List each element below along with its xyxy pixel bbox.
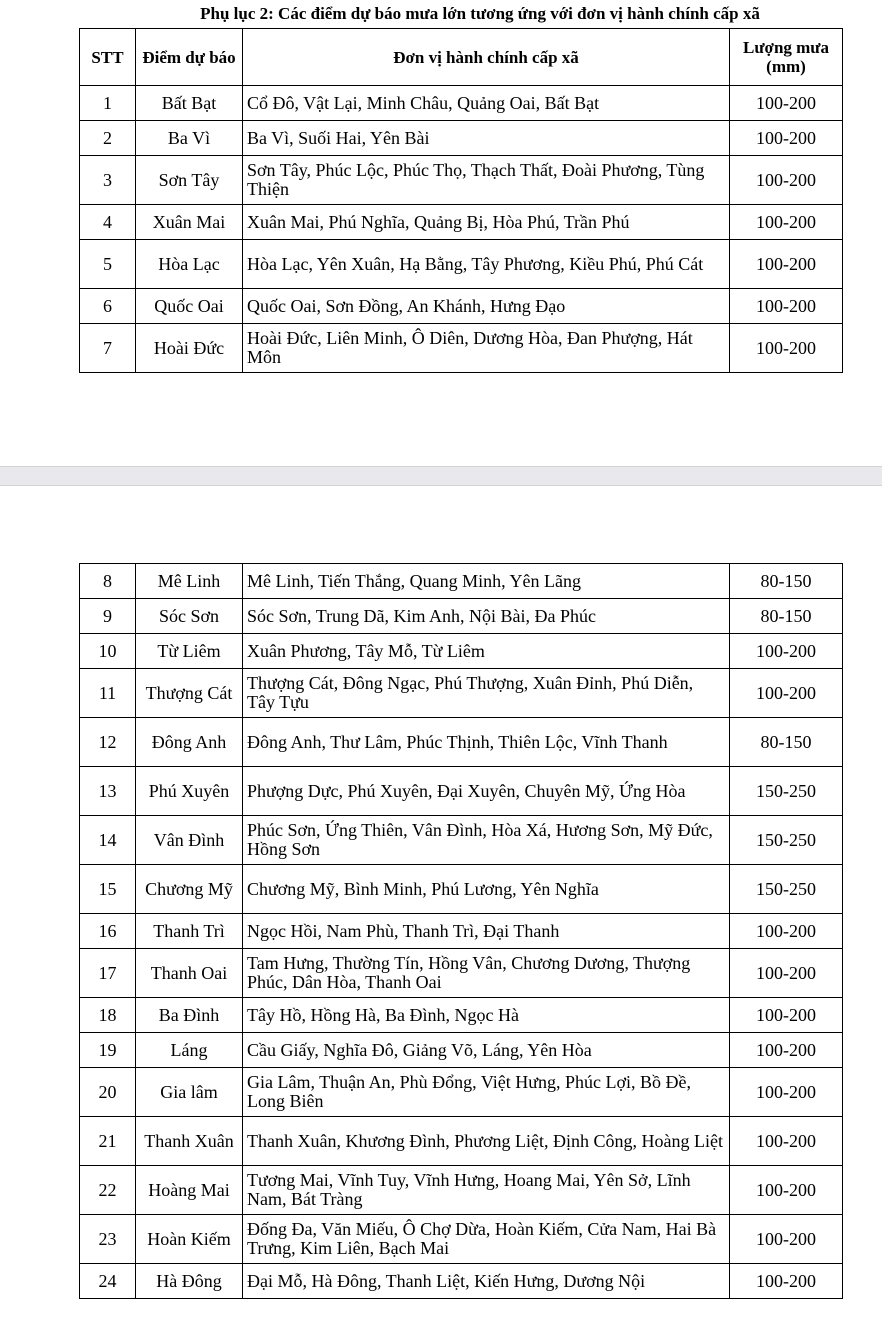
row-rainfall: 150-250 [730,767,843,816]
row-rainfall: 100-200 [730,205,843,240]
table-row [80,156,843,205]
row-stt: 23 [80,1215,136,1264]
table-row [80,324,843,373]
row-rainfall: 100-200 [730,1215,843,1264]
table-row [80,599,843,634]
row-admin-units: Tây Hồ, Hồng Hà, Ba Đình, Ngọc Hà [243,998,730,1033]
rainfall-table-part-2 [79,563,843,1299]
row-forecast-point: Sóc Sơn [136,599,243,634]
row-forecast-point: Quốc Oai [136,289,243,324]
table-row [80,634,843,669]
row-admin-units: Chương Mỹ, Bình Minh, Phú Lương, Yên Nghĩa [243,865,730,914]
row-stt: 15 [80,865,136,914]
row-rainfall: 80-150 [730,564,843,599]
row-rainfall: 100-200 [730,289,843,324]
row-admin-units: Mê Linh, Tiến Thắng, Quang Minh, Yên Lãng [243,564,730,599]
row-rainfall: 100-200 [730,1033,843,1068]
row-forecast-point: Hòa Lạc [136,240,243,289]
table-header-row [80,29,843,86]
row-admin-units: Cầu Giấy, Nghĩa Đô, Giảng Võ, Láng, Yên Hòa [243,1033,730,1068]
row-stt: 9 [80,599,136,634]
table-row [80,240,843,289]
row-admin-units: Gia Lâm, Thuận An, Phù Đổng, Việt Hưng, Phúc Lợi, Bồ Đề, Long Biên [243,1068,730,1117]
table-row [80,718,843,767]
row-rainfall: 100-200 [730,1264,843,1299]
document-page-1 [0,0,882,466]
row-forecast-point: Hoàng Mai [136,1166,243,1215]
row-rainfall: 80-150 [730,599,843,634]
row-stt: 24 [80,1264,136,1299]
row-rainfall: 80-150 [730,718,843,767]
row-rainfall: 100-200 [730,1166,843,1215]
row-admin-units: Thanh Xuân, Khương Đình, Phương Liệt, Định Công, Hoàng Liệt [243,1117,730,1166]
row-forecast-point: Gia lâm [136,1068,243,1117]
row-rainfall: 100-200 [730,121,843,156]
row-stt: 10 [80,634,136,669]
row-forecast-point: Đông Anh [136,718,243,767]
row-admin-units: Sơn Tây, Phúc Lộc, Phúc Thọ, Thạch Thất, Đoài Phương, Tùng Thiện [243,156,730,205]
row-forecast-point: Chương Mỹ [136,865,243,914]
row-admin-units: Tam Hưng, Thường Tín, Hồng Vân, Chương Dương, Thượng Phúc, Dân Hòa, Thanh Oai [243,949,730,998]
row-rainfall: 100-200 [730,669,843,718]
row-admin-units: Đông Anh, Thư Lâm, Phúc Thịnh, Thiên Lộc, Vĩnh Thanh [243,718,730,767]
row-forecast-point: Hoàn Kiếm [136,1215,243,1264]
rainfall-table-part-1 [79,28,843,373]
row-rainfall: 150-250 [730,865,843,914]
row-admin-units: Phượng Dực, Phú Xuyên, Đại Xuyên, Chuyên Mỹ, Ứng Hòa [243,767,730,816]
row-stt: 13 [80,767,136,816]
table-row [80,289,843,324]
row-admin-units: Ngọc Hồi, Nam Phù, Thanh Trì, Đại Thanh [243,914,730,949]
row-forecast-point: Hoài Đức [136,324,243,373]
row-stt: 11 [80,669,136,718]
row-rainfall: 100-200 [730,1117,843,1166]
table-row [80,564,843,599]
header-forecast-point: Điểm dự báo [136,29,243,86]
row-rainfall: 100-200 [730,634,843,669]
row-stt: 5 [80,240,136,289]
row-forecast-point: Ba Vì [136,121,243,156]
table-row [80,121,843,156]
table-row [80,669,843,718]
row-stt: 21 [80,1117,136,1166]
page-separator [0,466,882,486]
table-row [80,1166,843,1215]
table-row [80,949,843,998]
appendix-title: Phụ lục 2: Các điểm dự báo mưa lớn tương ứng với đơn vị hành chính cấp xã [200,4,760,23]
row-forecast-point: Hà Đông [136,1264,243,1299]
row-forecast-point: Láng [136,1033,243,1068]
row-forecast-point: Phú Xuyên [136,767,243,816]
document-page-2 [0,486,882,1318]
header-admin-units: Đơn vị hành chính cấp xã [243,29,730,86]
row-forecast-point: Từ Liêm [136,634,243,669]
table-row [80,865,843,914]
row-forecast-point: Bất Bạt [136,86,243,121]
row-admin-units: Quốc Oai, Sơn Đồng, An Khánh, Hưng Đạo [243,289,730,324]
row-stt: 17 [80,949,136,998]
table-row [80,1068,843,1117]
header-stt: STT [80,29,136,86]
table-row [80,205,843,240]
row-forecast-point: Thanh Xuân [136,1117,243,1166]
row-stt: 4 [80,205,136,240]
row-stt: 14 [80,816,136,865]
row-stt: 1 [80,86,136,121]
row-stt: 12 [80,718,136,767]
row-stt: 19 [80,1033,136,1068]
table-row [80,767,843,816]
row-stt: 20 [80,1068,136,1117]
row-forecast-point: Sơn Tây [136,156,243,205]
table-row [80,1033,843,1068]
table-row [80,1215,843,1264]
row-admin-units: Đống Đa, Văn Miếu, Ô Chợ Dừa, Hoàn Kiếm, Cửa Nam, Hai Bà Trưng, Kim Liên, Bạch Mai [243,1215,730,1264]
row-rainfall: 100-200 [730,1068,843,1117]
row-admin-units: Đại Mỗ, Hà Đông, Thanh Liệt, Kiến Hưng, Dương Nội [243,1264,730,1299]
table-row [80,1264,843,1299]
row-stt: 2 [80,121,136,156]
table-row [80,86,843,121]
row-rainfall: 100-200 [730,156,843,205]
row-admin-units: Ba Vì, Suối Hai, Yên Bài [243,121,730,156]
row-admin-units: Thượng Cát, Đông Ngạc, Phú Thượng, Xuân Đỉnh, Phú Diễn, Tây Tựu [243,669,730,718]
row-admin-units: Tương Mai, Vĩnh Tuy, Vĩnh Hưng, Hoang Mai, Yên Sở, Lĩnh Nam, Bát Tràng [243,1166,730,1215]
row-stt: 8 [80,564,136,599]
table-row [80,1117,843,1166]
table-row [80,998,843,1033]
row-rainfall: 150-250 [730,816,843,865]
row-stt: 7 [80,324,136,373]
row-admin-units: Cổ Đô, Vật Lại, Minh Châu, Quảng Oai, Bất Bạt [243,86,730,121]
row-stt: 16 [80,914,136,949]
row-admin-units: Xuân Mai, Phú Nghĩa, Quảng Bị, Hòa Phú, Trần Phú [243,205,730,240]
row-rainfall: 100-200 [730,86,843,121]
table-row [80,816,843,865]
row-stt: 6 [80,289,136,324]
row-forecast-point: Ba Đình [136,998,243,1033]
row-admin-units: Xuân Phương, Tây Mỗ, Từ Liêm [243,634,730,669]
row-stt: 22 [80,1166,136,1215]
row-forecast-point: Xuân Mai [136,205,243,240]
row-forecast-point: Mê Linh [136,564,243,599]
row-forecast-point: Thanh Trì [136,914,243,949]
table-row [80,914,843,949]
row-forecast-point: Thượng Cát [136,669,243,718]
row-admin-units: Sóc Sơn, Trung Dã, Kim Anh, Nội Bài, Đa Phúc [243,599,730,634]
row-rainfall: 100-200 [730,324,843,373]
row-stt: 3 [80,156,136,205]
header-rainfall: Lượng mưa (mm) [730,29,843,86]
row-rainfall: 100-200 [730,998,843,1033]
row-admin-units: Hòa Lạc, Yên Xuân, Hạ Bằng, Tây Phương, Kiều Phú, Phú Cát [243,240,730,289]
row-stt: 18 [80,998,136,1033]
row-rainfall: 100-200 [730,949,843,998]
row-admin-units: Phúc Sơn, Ứng Thiên, Vân Đình, Hòa Xá, Hương Sơn, Mỹ Đức, Hồng Sơn [243,816,730,865]
row-forecast-point: Vân Đình [136,816,243,865]
row-forecast-point: Thanh Oai [136,949,243,998]
row-rainfall: 100-200 [730,914,843,949]
row-admin-units: Hoài Đức, Liên Minh, Ô Diên, Dương Hòa, Đan Phượng, Hát Môn [243,324,730,373]
row-rainfall: 100-200 [730,240,843,289]
